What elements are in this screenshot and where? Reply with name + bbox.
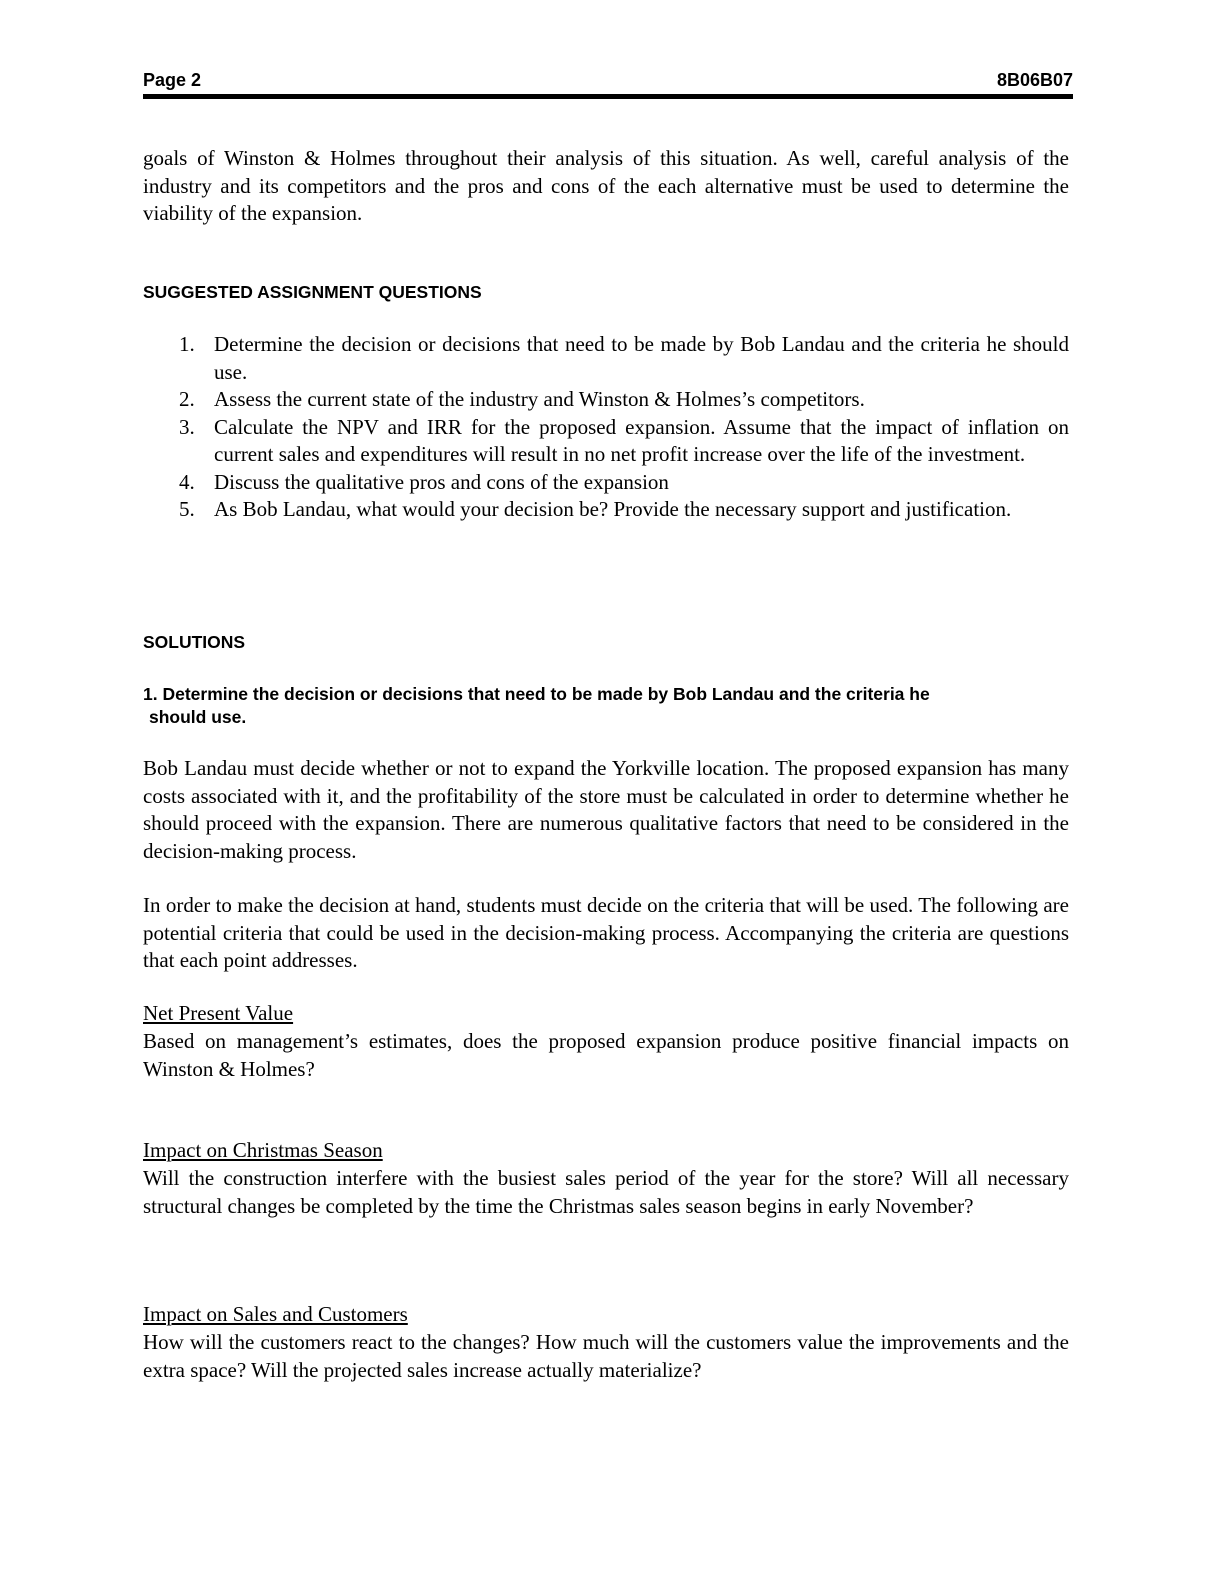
solution-question-1-line-1: 1. Determine the decision or decisions that need to be made by Bob Landau and the criteria he xyxy=(143,684,930,704)
question-number: 3. xyxy=(179,414,195,439)
question-text: As Bob Landau, what would your decision be? Provide the necessary support and justification. xyxy=(214,497,1012,521)
solutions-heading: SOLUTIONS xyxy=(143,632,246,652)
question-text: Discuss the qualitative pros and cons of the expansion xyxy=(214,469,669,494)
document-code: 8B06B07 xyxy=(996,70,1073,90)
question-number: 4. xyxy=(179,469,195,494)
criterion-text: Based on management’s estimates, does the proposed expansion produce positive financial impacts on Winston & Holmes? xyxy=(143,1029,1069,1081)
criterion-text: How will the customers react to the changes? How much will the customers value the improvements and the extra space? Will the projected sales increase actually materialize? xyxy=(143,1330,1069,1382)
question-text: Calculate the NPV and IRR for the proposed expansion. Assume that the impact of inflation on current sales and expenditures will result in no net profit increase over the life of the investment. xyxy=(214,414,1069,466)
question-text: Determine the decision or decisions that need to be made by Bob Landau and the criteria he should use. xyxy=(214,332,1069,384)
page-number: Page 2 xyxy=(143,70,202,90)
question-item xyxy=(143,386,1069,414)
assignment-heading: SUGGESTED ASSIGNMENT QUESTIONS xyxy=(143,282,482,302)
solution-paragraph-2: In order to make the decision at hand, students must decide on the criteria that will be used. The following are potential criteria that could be used in the decision-making process. Accompanying the criteria are questions that each point addresses. xyxy=(143,893,1069,972)
question-number: 1. xyxy=(179,332,195,356)
question-item xyxy=(143,414,1069,469)
criterion-title: Impact on Christmas Season xyxy=(143,1138,383,1162)
solution-question-1-heading xyxy=(143,683,1043,729)
criterion-title: Net Present Value xyxy=(143,1001,294,1025)
solution-question-1-line-2: should use. xyxy=(149,707,247,727)
question-item xyxy=(143,496,1069,524)
solution-paragraph-1: Bob Landau must decide whether or not to expand the Yorkville location. The proposed expansion has many costs associated with it, and the profitability of the store must be calculated in order to determine whether he should proceed with the expansion. There are numerous qualitative factors that need to be considered in the decision-making process. xyxy=(143,756,1069,863)
question-item xyxy=(143,331,1069,386)
header-rule xyxy=(143,94,1073,99)
question-item xyxy=(143,469,1069,497)
question-number: 5. xyxy=(179,497,195,521)
question-number: 2. xyxy=(179,387,195,411)
criterion-title: Impact on Sales and Customers xyxy=(143,1302,408,1326)
page-header xyxy=(143,70,1073,94)
assignment-question-list xyxy=(143,331,1069,524)
question-text: Assess the current state of the industry and Winston & Holmes’s competitors. xyxy=(214,387,865,411)
criterion-text: Will the construction interfere with the busiest sales period of the year for the store? Will all necessary structural changes be completed by the time the Christmas sales season begins in early November? xyxy=(143,1166,1069,1218)
intro-paragraph: goals of Winston & Holmes throughout their analysis of this situation. As well, careful analysis of the industry and its competitors and the pros and cons of the each alternative must be used to determine the viability of the expansion. xyxy=(143,146,1069,225)
